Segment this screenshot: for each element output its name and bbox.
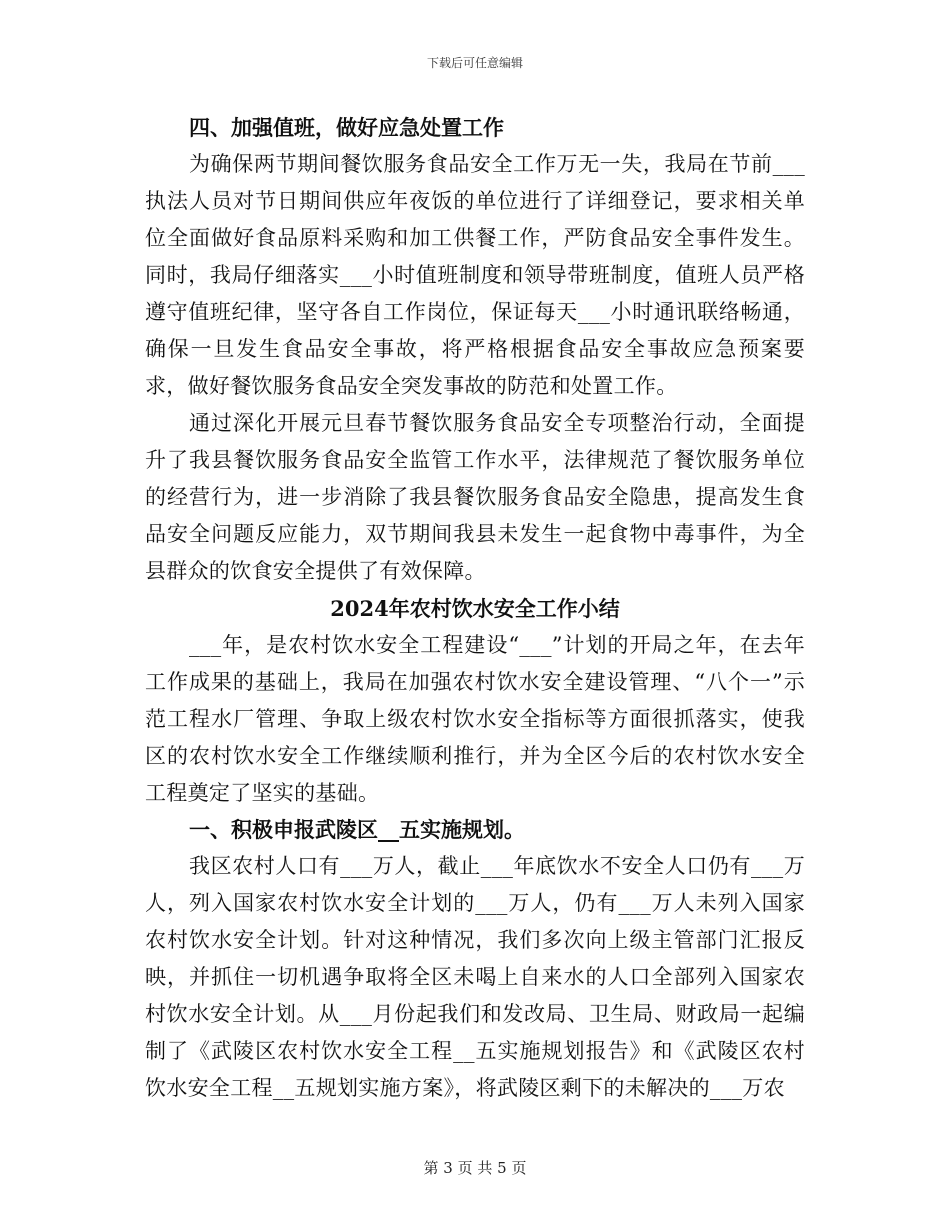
paragraph: 通过深化开展元旦春节餐饮服务食品安全专项整治行动，全面提升了我县餐饮服务食品安全监管工作水平，法律规范了餐饮服务单位的经营行为，进一步消除了我县餐饮服务食品安全隐患，提高发生食品安全问题反应能力，双节期间我县未发生一起食物中毒事件，为全县群众的饮食安全提供了有效保障。 xyxy=(145,411,805,583)
document-body xyxy=(145,110,805,1107)
section-heading: 四、加强值班，做好应急处置工作 xyxy=(189,115,504,140)
section-heading: 一、积极申报武陵区__五实施规划。 xyxy=(189,817,525,842)
paragraph: 为确保两节期间餐饮服务食品安全工作万无一失，我局在节前___执法人员对节日期间供应年夜饭的单位进行了详细登记，要求相关单位全面做好食品原料采购和加工供餐工作，严防食品安全事件发生。同时，我局仔细落实___小时值班制度和领导带班制度，值班人员严格遵守值班纪律，坚守各自工作岗位，保证每天___小时通讯联络畅通，确保一旦发生食品安全事故，将严格根据食品安全事故应急预案要求，做好餐饮服务食品安全突发事故的防范和处置工作。 xyxy=(145,152,805,398)
page-number: 第 3 页 共 5 页 xyxy=(423,1159,527,1177)
paragraph: 我区农村人口有___万人，截止___年底饮水不安全人口仍有___万人，列入国家农村饮水安全计划的___万人，仍有___万人未列入国家农村饮水安全计划。针对这种情况，我们多次向上级主管部门汇报反映，并抓住一切机遇争取将全区未喝上自来水的人口全部列入国家农村饮水安全计划。从___月份起我们和发改局、卫生局、财政局一起编制了《武陵区农村饮水安全工程__五实施规划报告》和《武陵区农村饮水安全工程__五规划实施方案》，将武陵区剩下的未解决的___万农 xyxy=(145,854,805,1100)
paragraph: ___年，是农村饮水安全工程建设“___”计划的开局之年，在去年工作成果的基础上，我局在加强农村饮水安全建设管理、“八个一”示范工程水厂管理、争取上级农村饮水安全指标等方面很抓落实，使我区的农村饮水安全工作继续顺利推行，并为全区今后的农村饮水安全工程奠定了坚实的基础。 xyxy=(145,633,805,805)
document-title: 2024年农村饮水安全工作小结 xyxy=(330,596,620,621)
page-header-note: 下载后可任意编辑 xyxy=(426,56,523,70)
